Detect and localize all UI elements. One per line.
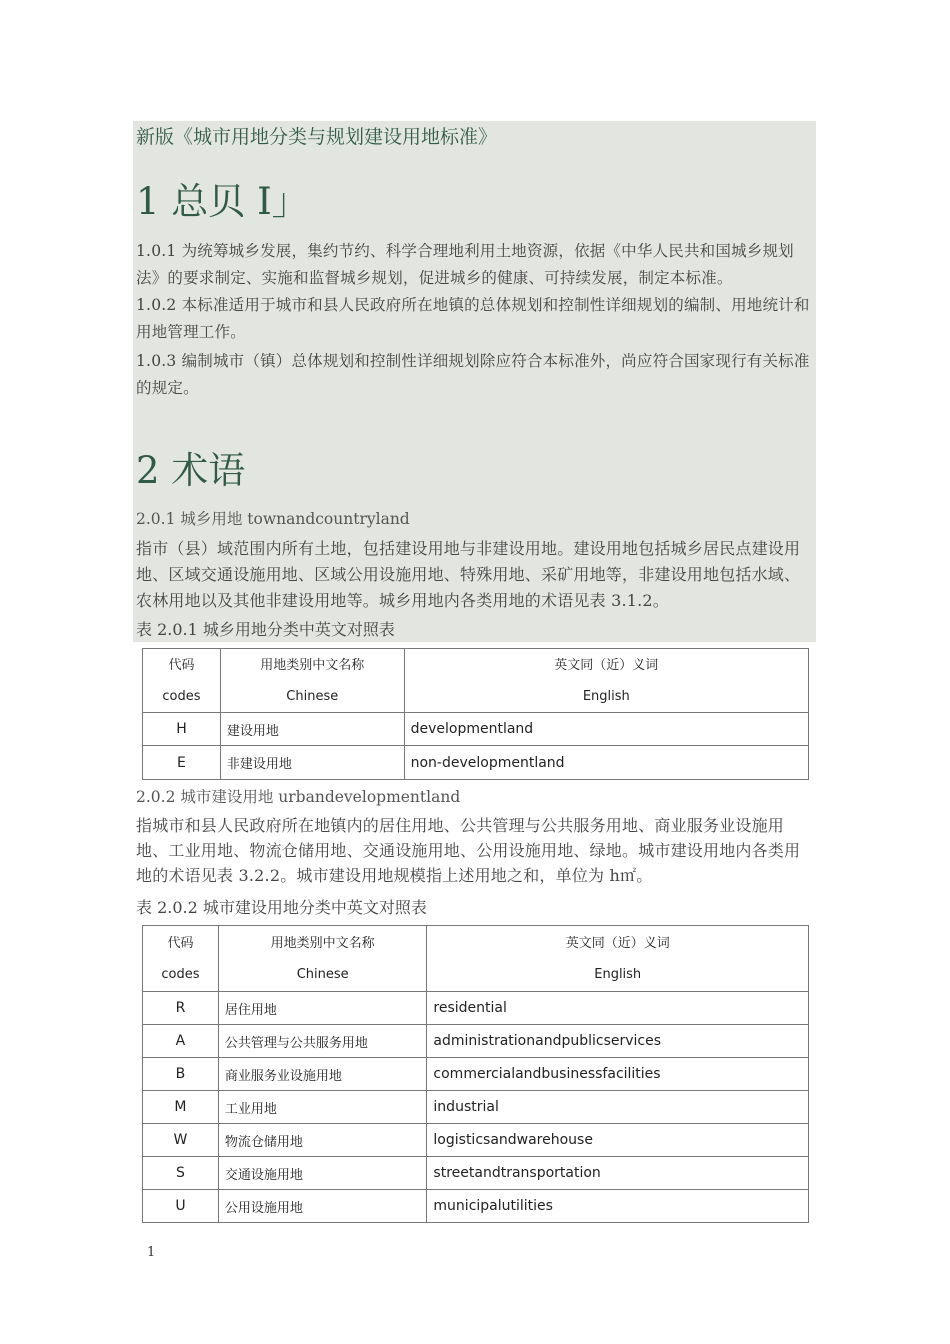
table-row: [143, 992, 809, 1025]
table-row: [143, 1124, 809, 1157]
cell-chinese: 交通设施用地: [218, 1157, 427, 1190]
table-row: [143, 1157, 809, 1190]
table-2-0-1-caption: 表 2.0.1 城乡用地分类中英文对照表: [136, 620, 395, 639]
table-row: [143, 1091, 809, 1124]
term-2-0-2-label: 2.0.2 城市建设用地 urbandevelopmentland: [136, 788, 461, 806]
cell-chinese: 非建设用地: [220, 746, 404, 780]
section-2-heading: 2 术语: [136, 449, 246, 492]
header-english: 英文同（近）义词 English: [427, 926, 809, 992]
document-title: 新版《城市用地分类与规划建设用地标准》: [136, 126, 498, 148]
term-2-0-1-definition: 指市（县）域范围内所有土地，包括建设用地与非建设用地。建设用地包括城乡居民点建设用地、区域交通设施用地、区域公用设施用地、特殊用地、采矿用地等，非建设用地包括水域、农林用地以及其他非建设用地等。城乡用地内各类用地的术语见表 3.1.2。: [136, 539, 801, 610]
cell-code: R: [143, 992, 219, 1025]
term-2-0-1-label: 2.0.1 城乡用地 townandcountryland: [136, 510, 410, 528]
header-code: 代码 codes: [143, 649, 221, 713]
term-2-0-2-definition: 指城市和县人民政府所在地镇内的居住用地、公共管理与公共服务用地、商业服务业设施用地、工业用地、物流仓储用地、交通设施用地、公用设施用地、绿地。城市建设用地内各类用地的术语见表 3.2.2。城市建设用地规模指上述用地之和，单位为 h㎡。: [136, 816, 801, 885]
cell-english: streetandtransportation: [427, 1157, 809, 1190]
table-row: [143, 746, 809, 780]
table-row: [143, 1025, 809, 1058]
cell-english: developmentland: [404, 713, 808, 746]
cell-chinese: 居住用地: [218, 992, 427, 1025]
cell-code: A: [143, 1025, 219, 1058]
cell-code: H: [143, 713, 221, 746]
cell-english: commercialandbusinessfacilities: [427, 1058, 809, 1091]
cell-chinese: 工业用地: [218, 1091, 427, 1124]
table-row: [143, 1190, 809, 1223]
cell-code: W: [143, 1124, 219, 1157]
cell-code: M: [143, 1091, 219, 1124]
cell-english: residential: [427, 992, 809, 1025]
cell-english: logisticsandwarehouse: [427, 1124, 809, 1157]
cell-chinese: 公共管理与公共服务用地: [218, 1025, 427, 1058]
paragraph-1-0-3: 1.0.3 编制城市（镇）总体规划和控制性详细规划除应符合本标准外，尚应符合国家现行有关标准的规定。: [136, 352, 810, 397]
cell-english: administrationandpublicservices: [427, 1025, 809, 1058]
header-english: 英文同（近）义词 English: [404, 649, 808, 713]
cell-code: E: [143, 746, 221, 780]
header-chinese: 用地类别中文名称 Chinese: [218, 926, 427, 992]
cell-code: U: [143, 1190, 219, 1223]
table-2-0-2-caption: 表 2.0.2 城市建设用地分类中英文对照表: [136, 898, 427, 917]
section-1-heading: 1 总贝 I」: [136, 180, 309, 223]
header-code: 代码 codes: [143, 926, 219, 992]
cell-english: non-developmentland: [404, 746, 808, 780]
table-2-0-2: [142, 925, 809, 1223]
table-header-row: [143, 926, 809, 992]
cell-chinese: 物流仓储用地: [218, 1124, 427, 1157]
cell-chinese: 建设用地: [220, 713, 404, 746]
cell-english: industrial: [427, 1091, 809, 1124]
paragraph-1-0-1: 1.0.1 为统筹城乡发展，集约节约、科学合理地利用土地资源，依据《中华人民共和国城乡规划法》的要求制定、实施和监督城乡规划，促进城乡的健康、可持续发展，制定本标准。: [136, 242, 794, 287]
cell-chinese: 公用设施用地: [218, 1190, 427, 1223]
cell-code: S: [143, 1157, 219, 1190]
table-header-row: [143, 649, 809, 713]
header-chinese: 用地类别中文名称 Chinese: [220, 649, 404, 713]
cell-english: municipalutilities: [427, 1190, 809, 1223]
table-row: [143, 713, 809, 746]
cell-chinese: 商业服务业设施用地: [218, 1058, 427, 1091]
cell-code: B: [143, 1058, 219, 1091]
table-2-0-1: [142, 648, 809, 780]
paragraph-1-0-2: 1.0.2 本标准适用于城市和县人民政府所在地镇的总体规划和控制性详细规划的编制、用地统计和用地管理工作。: [136, 296, 810, 341]
table-row: [143, 1058, 809, 1091]
page-number: 1: [147, 1245, 156, 1260]
